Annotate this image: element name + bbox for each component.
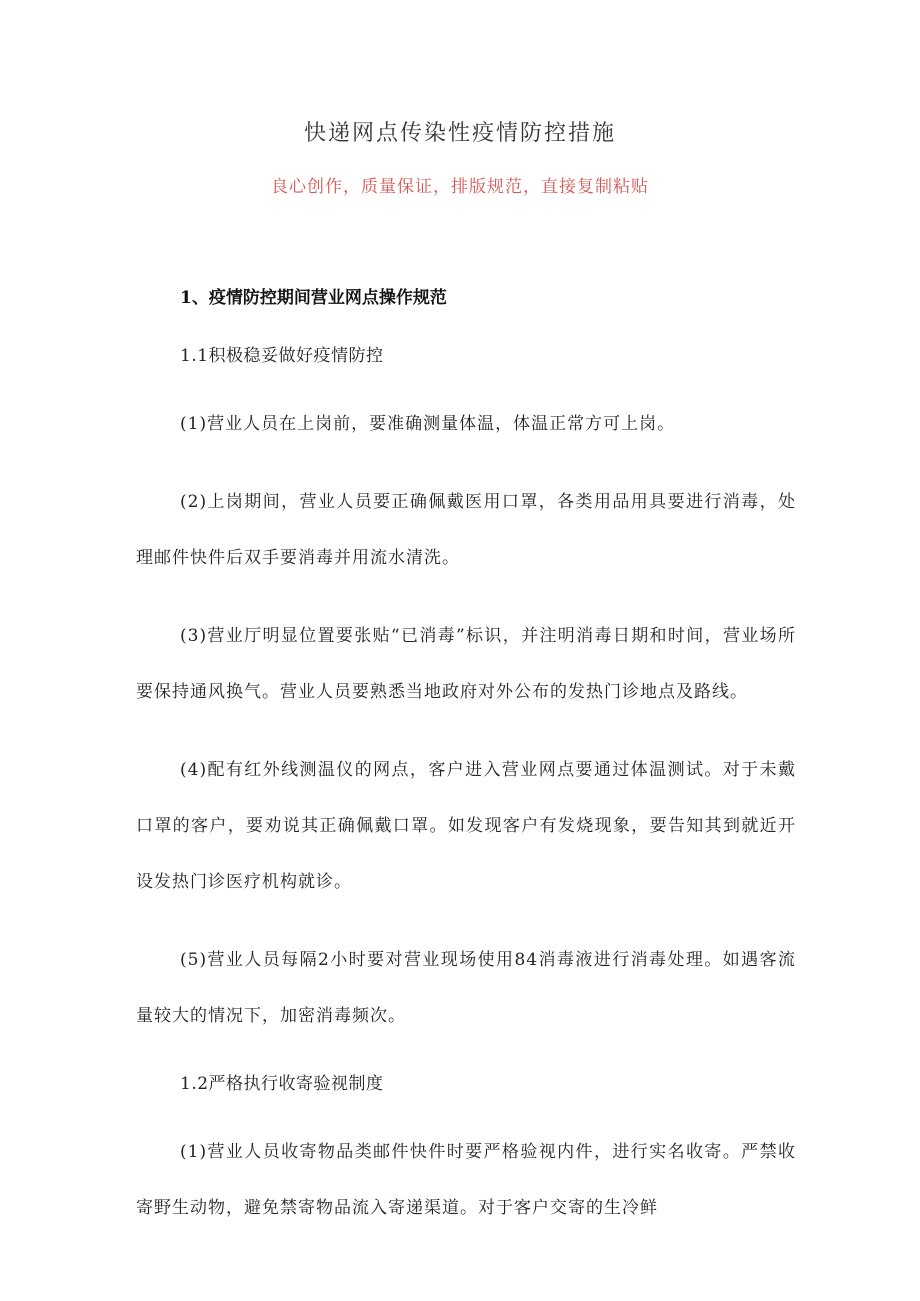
paragraph: (5)营业人员每隔2小时要对营业现场使用84消毒液进行消毒处理。如遇客流量较大的情况下，加密消毒频次。 bbox=[136, 950, 796, 1026]
document-title: 快递网点传染性疫情防控措施 bbox=[303, 121, 616, 146]
subsection-heading: 1.1积极稳妥做好疫情防控 bbox=[180, 346, 384, 366]
document-subtitle: 良心创作，质量保证，排版规范，直接复制粘贴 bbox=[271, 177, 649, 197]
paragraph: (4)配有红外线测温仪的网点，客户进入营业网点要通过体温测试。对于未戴口罩的客户，要劝说其正确佩戴口罩。如发现客户有发烧现象，要告知其到就近开设发热门诊医疗机构就诊。 bbox=[136, 760, 796, 892]
paragraph: (1)营业人员收寄物品类邮件快件时要严格验视内件，进行实名收寄。严禁收寄野生动物，避免禁寄物品流入寄递渠道。对于客户交寄的生冷鲜 bbox=[136, 1142, 796, 1218]
subsection-heading: 1.2严格执行收寄验视制度 bbox=[180, 1074, 384, 1094]
document-body bbox=[136, 280, 796, 1236]
paragraph: (2)上岗期间，营业人员要正确佩戴医用口罩，各类用品用具要进行消毒，处理邮件快件后双手要消毒并用流水清洗。 bbox=[136, 492, 796, 568]
paragraph: (3)营业厅明显位置要张贴“已消毒”标识，并注明消毒日期和时间，营业场所要保持通风换气。营业人员要熟悉当地政府对外公布的发热门诊地点及路线。 bbox=[136, 626, 796, 702]
section-heading: 1、疫情防控期间营业网点操作规范 bbox=[180, 288, 447, 308]
paragraph: (1)营业人员在上岗前，要准确测量体温，体温正常方可上岗。 bbox=[180, 414, 676, 434]
